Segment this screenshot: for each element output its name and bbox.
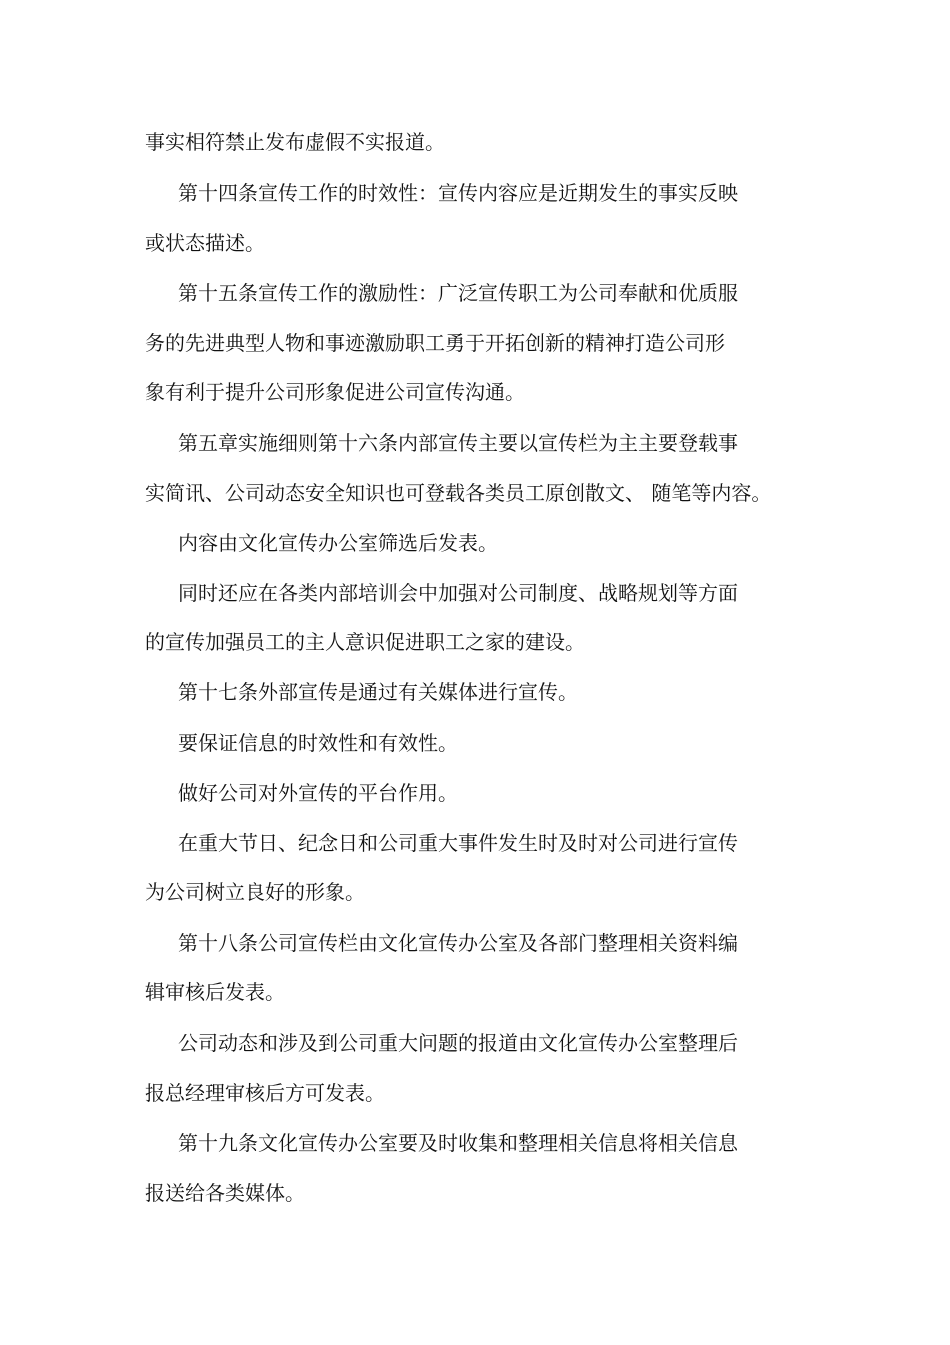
text-line: 内容由文化宣传办公室筛选后发表。 (178, 531, 498, 555)
text-line: 第十八条公司宣传栏由文化宣传办公室及各部门整理相关资料编 (178, 931, 738, 955)
text-line: 第十九条文化宣传办公室要及时收集和整理相关信息将相关信息 (178, 1131, 738, 1155)
text-line: 辑审核后发表。 (145, 980, 285, 1004)
text-line: 报送给各类媒体。 (145, 1181, 305, 1205)
text-line: 第十五条宣传工作的激励性：广泛宣传职工为公司奉献和优质服 (178, 281, 738, 305)
text-line: 要保证信息的时效性和有效性。 (178, 731, 458, 755)
text-line: 或状态描述。 (145, 231, 265, 255)
text-line: 第十四条宣传工作的时效性：宣传内容应是近期发生的事实反映 (178, 181, 738, 205)
text-line: 务的先进典型人物和事迹激励职工勇于开拓创新的精神打造公司形 (145, 331, 725, 355)
text-line: 象有利于提升公司形象促进公司宣传沟通。 (145, 380, 525, 404)
text-line: 第十七条外部宣传是通过有关媒体进行宣传。 (178, 680, 578, 704)
text-line: 为公司树立良好的形象。 (145, 880, 365, 904)
text-line: 公司动态和涉及到公司重大问题的报道由文化宣传办公室整理后 (178, 1031, 738, 1055)
text-line: 的宣传加强员工的主人意识促进职工之家的建设。 (145, 630, 585, 654)
text-line: 第五章实施细则第十六条内部宣传主要以宣传栏为主主要登载事 (178, 431, 738, 455)
text-line: 做好公司对外宣传的平台作用。 (178, 781, 458, 805)
text-line: 报总经理审核后方可发表。 (145, 1081, 385, 1105)
text-line: 事实相符禁止发布虚假不实报道。 (145, 130, 445, 154)
text-line: 同时还应在各类内部培训会中加强对公司制度、战略规划等方面 (178, 581, 738, 605)
text-line: 实简讯、公司动态安全知识也可登载各类员工原创散文、 随笔等内容。 (145, 481, 772, 505)
text-line: 在重大节日、纪念日和公司重大事件发生时及时对公司进行宣传 (178, 831, 738, 855)
